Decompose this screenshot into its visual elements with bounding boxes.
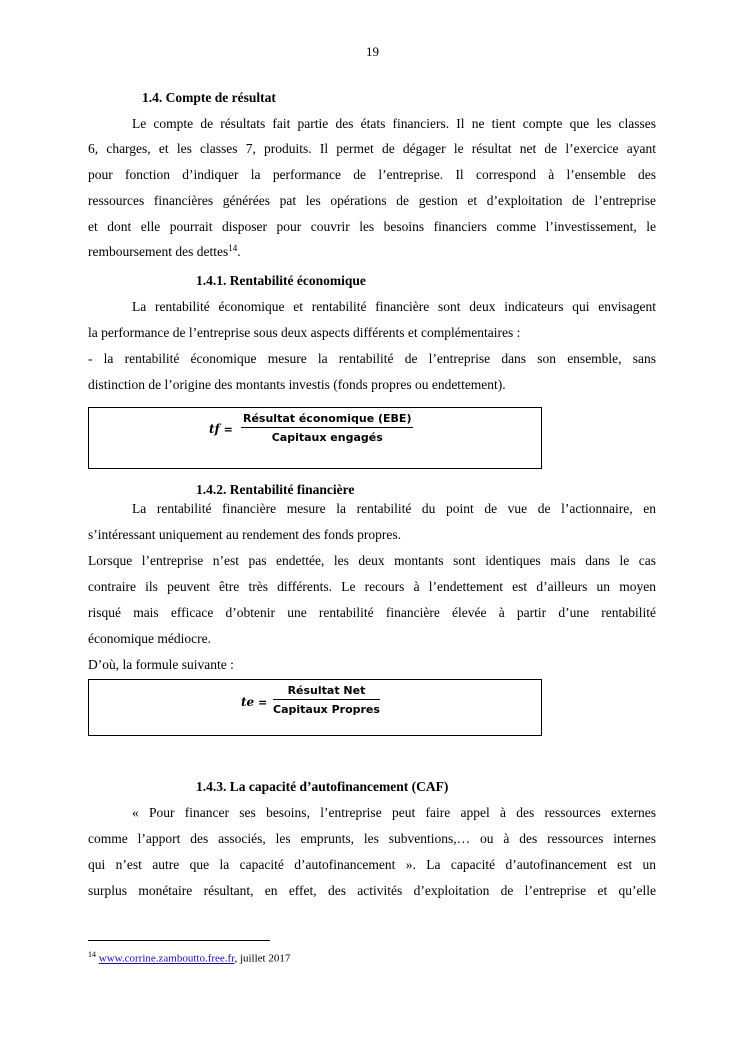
paragraph-line: s’intéressant uniquement au rendement des fonds propres. [88,527,402,542]
section-1-4-1-heading: 1.4.1. Rentabilité économique [196,273,366,288]
paragraph-line: La rentabilité financière mesure la rentabilité du point de vue de l’actionnaire, en [132,501,656,516]
page-number: 19 [366,44,379,59]
paragraph-line: distinction de l’origine des montants investis (fonds propres ou endettement). [88,377,506,392]
footnote [88,950,290,965]
paragraph-line: ressources financières générées pat les opérations de gestion et d’exploitation de l’entreprise [88,193,656,208]
formula-equals: = [258,696,268,709]
paragraph-line: la performance de l’entreprise sous deux aspects différents et complémentaires : [88,325,521,340]
formula-lhs [241,695,267,709]
section-1-4-3-heading: 1.4.3. La capacité d’autofinancement (CAF) [196,779,449,794]
paragraph-line-last [88,243,656,261]
formula-numerator: Résultat Net [273,684,380,700]
footnote-link[interactable]: www.corrine.zamboutto.free.fr [98,952,235,965]
paragraph-line: - la rentabilité économique mesure la rentabilité de l’entreprise dans son ensemble, sans [88,351,656,366]
footnote-reference: 14 [228,243,238,253]
paragraph-line: économique médiocre. [88,631,211,646]
paragraph-punctuation: . [237,244,241,259]
paragraph-line: surplus monétaire résultant, en effet, des activités d’exploitation de l’entreprise et qu’elle [88,883,656,898]
footnote-number: 14 [88,950,96,959]
formula-box-economic [88,407,542,469]
paragraph-line: « Pour financer ses besoins, l’entreprise peut faire appel à des ressources externes [132,805,656,820]
paragraph-line: Le compte de résultats fait partie des états financiers. Il ne tient compte que les classes [132,116,656,131]
section-1-4-2-heading: 1.4.2. Rentabilité financière [196,482,355,497]
formula-denominator: Capitaux Propres [273,703,380,716]
formula-box-financial [88,679,542,736]
paragraph-line: comme l’apport des associés, les emprunts, les subventions,… ou à des ressources internes [88,831,656,846]
paragraph-line: La rentabilité économique et rentabilité financière sont deux indicateurs qui envisagent [132,299,656,314]
formula-variable: te [241,695,255,709]
formula-numerator: Résultat économique (EBE) [241,412,413,428]
paragraph-line: 6, charges, et les classes 7, produits. Il permet de dégager le résultat net de l’exercice ayant [88,141,656,156]
footnote-separator [88,940,270,941]
paragraph-line: risqué mais efficace d’obtenir une rentabilité financière élevée à partir d’une rentabilité [88,605,656,620]
paragraph-line: pour fonction d’indiquer la performance de l’entreprise. Il correspond à l’ensemble des [88,167,656,182]
formula-denominator: Capitaux engagés [271,431,383,444]
formula-variable: tf [209,422,220,436]
formula-fraction [273,684,380,716]
formula-lhs [209,422,233,436]
paragraph-line: et dont elle pourrait disposer pour couvrir les besoins financiers comme l’investissement, le [88,219,656,234]
paragraph-line: Lorsque l’entreprise n’est pas endettée, les deux montants sont identiques mais dans le cas [88,553,656,568]
formula-equals: = [223,423,233,436]
footnote-text: , juillet 2017 [234,952,291,965]
formula-fraction [241,412,413,444]
paragraph-line: qui n’est autre que la capacité d’autofinancement ». La capacité d’autofinancement est un [88,857,656,872]
paragraph-line: D’où, la formule suivante : [88,657,234,672]
paragraph-line: contraire ils peuvent être très différents. Le recours à l’endettement est d’ailleurs un moyen [88,579,656,594]
paragraph-text: remboursement des dettes [88,244,229,259]
section-1-4-heading: 1.4. Compte de résultat [142,90,276,105]
